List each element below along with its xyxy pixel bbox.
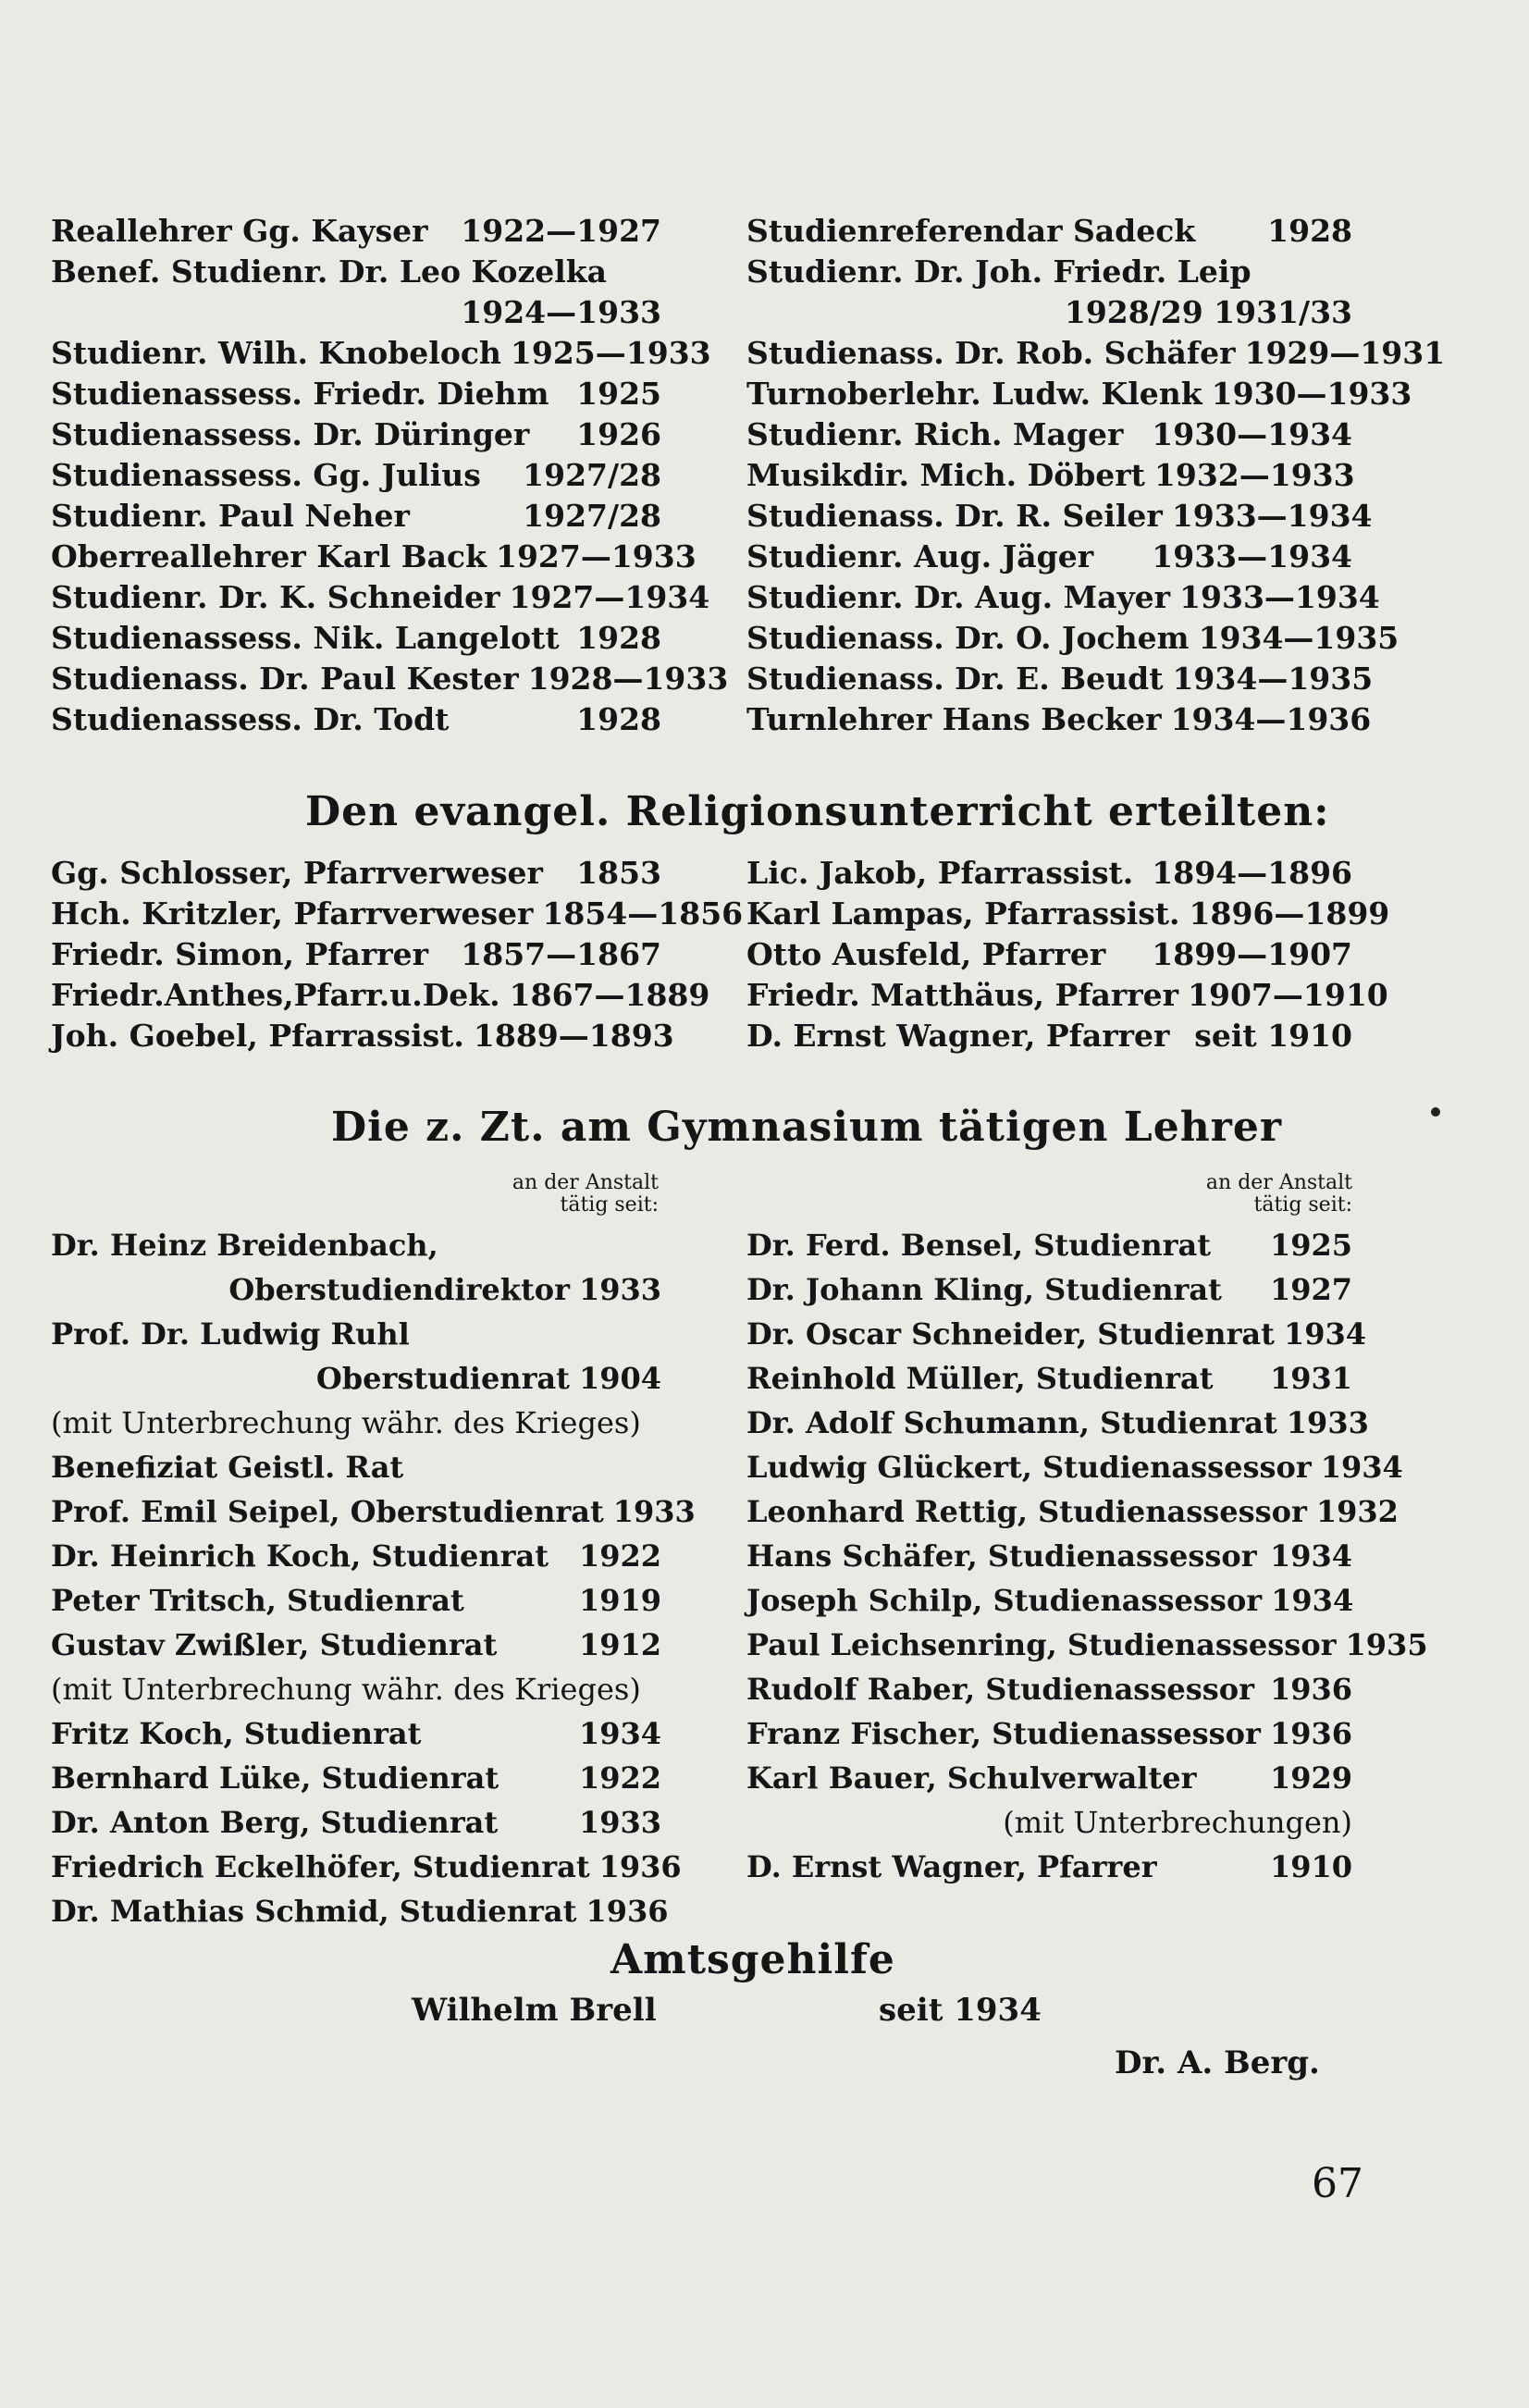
list-item (51, 1267, 661, 1312)
religion-teachers-left (51, 853, 744, 1056)
entry-years: 1933—1934 (1179, 579, 1380, 615)
entry-name: Joh. Goebel, Pfarrassist. (51, 1018, 464, 1054)
entry-years: 1928 (576, 620, 661, 656)
entry-name: Studienr. Rich. Mager (746, 416, 1124, 452)
list-item (51, 1623, 661, 1667)
entry-name: (mit Unterbrechungen) (1003, 1805, 1352, 1840)
entry-years: 1931 (1269, 1361, 1352, 1396)
list-item (51, 894, 744, 934)
list-item (51, 699, 661, 740)
list-item (746, 618, 1400, 659)
list-item (746, 659, 1374, 699)
entry-name: Joseph Schilp, Studienassessor (746, 1583, 1263, 1618)
entry-name: Dr. Johann Kling, Studienrat (746, 1272, 1222, 1307)
entry-name: Oberstudienrat (315, 1361, 570, 1396)
list-item (746, 1756, 1352, 1800)
entry-years: 1927—1933 (496, 538, 697, 574)
list-item (746, 496, 1373, 537)
entry-name: Studienassess. Dr. Todt (51, 701, 450, 737)
entry-years: 1927/28 (523, 498, 661, 534)
entry-years: 1934—1935 (1172, 661, 1374, 697)
entry-name: Dr. Heinz Breidenbach, (51, 1228, 438, 1263)
current-teachers-left (51, 1223, 696, 1933)
entry-name: (mit Unterbrechung währ. des Krieges) (51, 1672, 641, 1707)
list-item (51, 975, 710, 1016)
entry-name: Bernhard Lüke, Studienrat (51, 1760, 499, 1796)
list-item (51, 414, 661, 455)
entry-name: Studienr. Dr. Aug. Mayer (746, 579, 1171, 615)
entry-years: 1934 (1320, 1450, 1403, 1485)
entry-name: Prof. Emil Seipel, Oberstudienrat (51, 1494, 604, 1529)
entry-years: 1889—1893 (473, 1018, 674, 1054)
list-item (51, 496, 661, 537)
entry-name: Dr. Anton Berg, Studienrat (51, 1805, 499, 1840)
entry-years: 1899—1907 (1152, 936, 1352, 972)
list-item (746, 252, 1352, 292)
list-item (51, 455, 661, 496)
entry-years: 1927/28 (523, 457, 661, 493)
list-item (746, 577, 1380, 618)
list-item (746, 934, 1352, 975)
entry-name: Friedrich Eckelhöfer, Studienrat (51, 1849, 590, 1884)
list-item (51, 1312, 661, 1356)
list-item (51, 577, 710, 618)
list-item (51, 1711, 661, 1756)
current-teachers-right (746, 1223, 1428, 1889)
entry-years: 1922 (578, 1538, 661, 1574)
entry-years: 1922—1927 (461, 213, 661, 249)
entry-years: 1928 (576, 701, 661, 737)
entry-years: 1929—1931 (1244, 335, 1446, 371)
amtsgehilfe-since: seit 1934 (879, 1992, 1042, 2029)
entry-years: 1907—1910 (1188, 977, 1388, 1013)
list-item (746, 1223, 1352, 1267)
list-item (746, 455, 1355, 496)
amtsgehilfe-heading: Amtsgehilfe (610, 1936, 895, 1983)
entry-name: Oberreallehrer Karl Back (51, 538, 487, 574)
list-item (51, 333, 711, 374)
entry-name: Oberstudiendirektor (228, 1272, 570, 1307)
entry-years: 1932—1933 (1153, 457, 1355, 493)
entry-name: Studienreferendar Sadeck (746, 213, 1196, 249)
list-item (51, 1445, 661, 1489)
entry-years: 1925—1933 (510, 335, 711, 371)
entry-name: Dr. Heinrich Koch, Studienrat (51, 1538, 549, 1574)
entry-years: 1936 (1269, 1672, 1352, 1707)
entry-years: 1932 (1315, 1494, 1399, 1529)
list-item (51, 1401, 661, 1445)
entry-name: Friedr. Matthäus, Pfarrer (746, 977, 1179, 1013)
list-item (746, 1401, 1369, 1445)
list-item (746, 1489, 1399, 1534)
list-item (746, 1016, 1352, 1056)
list-item (746, 1312, 1366, 1356)
list-item (746, 699, 1372, 740)
entry-years: 1934 (578, 1716, 661, 1751)
entry-name: Reinhold Müller, Studienrat (746, 1361, 1214, 1396)
amtsgehilfe-name: Wilhelm Brell (412, 1992, 657, 2029)
entry-name: Friedr.Anthes,Pfarr.u.Dek. (51, 977, 500, 1013)
entry-name: Studienassess. Friedr. Diehm (51, 376, 549, 412)
list-item (51, 1578, 661, 1623)
entry-name: Benefiziat Geistl. Rat (51, 1450, 404, 1485)
list-item (746, 333, 1446, 374)
page-number: 67 (1312, 2160, 1363, 2207)
current-teachers-heading: Die z. Zt. am Gymnasium tätigen Lehrer (331, 1104, 1283, 1151)
entry-name: Turnoberlehr. Ludw. Klenk (746, 376, 1202, 412)
entry-years: 1936 (586, 1894, 669, 1929)
entry-name: Peter Tritsch, Studienrat (51, 1583, 464, 1618)
list-item (51, 1756, 661, 1800)
list-item (51, 1356, 661, 1401)
entry-name: Leonhard Rettig, Studienassessor (746, 1494, 1307, 1529)
entry-years: 1930—1933 (1211, 376, 1412, 412)
list-item (746, 1623, 1428, 1667)
list-item (51, 1889, 669, 1933)
entry-name: Turnlehrer Hans Becker (746, 701, 1162, 737)
column-header-left (444, 1172, 659, 1216)
religion-teachers-right (746, 853, 1390, 1056)
entry-years: 1867—1889 (509, 977, 710, 1013)
entry-years: 1896—1899 (1189, 895, 1390, 932)
list-item (51, 618, 661, 659)
list-item (51, 1667, 661, 1711)
entry-name: Benef. Studienr. Dr. Leo Kozelka (51, 253, 608, 290)
list-item (746, 211, 1352, 252)
entry-name: Karl Lampas, Pfarrassist. (746, 895, 1180, 932)
entry-years: 1934 (1269, 1538, 1352, 1574)
list-item (51, 374, 661, 414)
former-teachers-left (51, 211, 729, 740)
entry-years: 1933 (578, 1805, 661, 1840)
list-item (51, 1223, 661, 1267)
list-item (746, 1445, 1403, 1489)
list-item (746, 975, 1388, 1016)
entry-name: Hch. Kritzler, Pfarrverweser (51, 895, 534, 932)
entry-years: 1936 (1269, 1716, 1352, 1751)
entry-name: Fritz Koch, Studienrat (51, 1716, 422, 1751)
entry-name: D. Ernst Wagner, Pfarrer (746, 1849, 1157, 1884)
list-item (746, 1267, 1352, 1312)
list-item (51, 1800, 661, 1845)
entry-years: 1926 (576, 416, 661, 452)
list-item (51, 1534, 661, 1578)
entry-years: 1934 (1271, 1583, 1354, 1618)
list-item (746, 292, 1352, 333)
entry-name: Ludwig Glückert, Studienassessor (746, 1450, 1312, 1485)
entry-years: 1934 (1283, 1316, 1366, 1352)
column-header-left-line1: an der Anstalt (512, 1171, 659, 1194)
entry-name: (mit Unterbrechung währ. des Krieges) (51, 1405, 641, 1440)
entry-years: 1933—1934 (1171, 498, 1373, 534)
list-item (51, 211, 661, 252)
entry-years: 1928/29 1931/33 (1064, 294, 1352, 330)
entry-years: 1936 (598, 1849, 682, 1884)
list-item (51, 292, 661, 333)
margin-dot (1431, 1107, 1440, 1117)
entry-name: Studienr. Dr. K. Schneider (51, 579, 500, 615)
entry-years: 1934—1936 (1170, 701, 1372, 737)
entry-years: 1930—1934 (1152, 416, 1352, 452)
list-item (746, 537, 1352, 577)
entry-years: 1904 (578, 1361, 661, 1396)
entry-years: 1910 (1269, 1849, 1352, 1884)
entry-name: Studienassess. Dr. Düringer (51, 416, 530, 452)
entry-name: Studienass. Dr. Paul Kester (51, 661, 519, 697)
former-teachers-right (746, 211, 1446, 740)
entry-name: Lic. Jakob, Pfarrassist. (746, 855, 1134, 891)
entry-years: 1894—1896 (1152, 855, 1352, 891)
entry-name: Dr. Adolf Schumann, Studienrat (746, 1405, 1277, 1440)
list-item (51, 934, 661, 975)
entry-years: 1857—1867 (461, 936, 661, 972)
entry-years: 1933 (578, 1272, 661, 1307)
entry-name: Studienr. Wilh. Knobeloch (51, 335, 501, 371)
column-header-right (1138, 1172, 1352, 1216)
entry-name: Hans Schäfer, Studienassessor (746, 1538, 1257, 1574)
entry-name: Studienr. Dr. Joh. Friedr. Leip (746, 253, 1252, 290)
entry-years: 1928 (1267, 213, 1352, 249)
entry-name: Studienass. Dr. E. Beudt (746, 661, 1164, 697)
entry-years: 1922 (578, 1760, 661, 1796)
entry-name: Franz Fischer, Studienassessor (746, 1716, 1261, 1751)
entry-years: 1925 (1269, 1228, 1352, 1263)
signature: Dr. A. Berg. (1115, 2044, 1320, 2081)
entry-years: seit 1910 (1194, 1018, 1352, 1054)
entry-name: Studienr. Aug. Jäger (746, 538, 1094, 574)
entry-years: 1933 (612, 1494, 696, 1529)
entry-years: 1919 (578, 1583, 661, 1618)
entry-years: 1853 (576, 855, 661, 891)
entry-years: 1925 (576, 376, 661, 412)
entry-name: Dr. Mathias Schmid, Studienrat (51, 1894, 577, 1929)
column-header-left-line2: tätig seit: (560, 1193, 659, 1216)
list-item (51, 1489, 696, 1534)
list-item (746, 1800, 1352, 1845)
religion-heading: Den evangel. Religionsunterricht erteilten: (305, 788, 1330, 835)
entry-name: Dr. Oscar Schneider, Studienrat (746, 1316, 1275, 1352)
entry-years: 1924—1933 (461, 294, 661, 330)
list-item (51, 659, 729, 699)
entry-name: Prof. Dr. Ludwig Ruhl (51, 1316, 410, 1352)
list-item (746, 894, 1390, 934)
entry-name: Studienassess. Nik. Langelott (51, 620, 560, 656)
entry-years: 1927 (1269, 1272, 1352, 1307)
list-item (51, 1016, 674, 1056)
list-item (51, 537, 697, 577)
entry-name: Otto Ausfeld, Pfarrer (746, 936, 1106, 972)
list-item (746, 1578, 1352, 1623)
entry-years: 1928—1933 (527, 661, 729, 697)
list-item (746, 1711, 1352, 1756)
entry-name: Studienr. Paul Neher (51, 498, 410, 534)
entry-name: Friedr. Simon, Pfarrer (51, 936, 428, 972)
entry-years: 1912 (578, 1627, 661, 1662)
entry-name: Gg. Schlosser, Pfarrverweser (51, 855, 543, 891)
entry-name: Reallehrer Gg. Kayser (51, 213, 428, 249)
column-header-right-line2: tätig seit: (1253, 1193, 1352, 1216)
list-item (746, 1845, 1352, 1889)
entry-years: 1927—1934 (509, 579, 710, 615)
entry-name: Studienass. Dr. O. Jochem (746, 620, 1190, 656)
list-item (746, 1534, 1352, 1578)
list-item (746, 414, 1352, 455)
column-header-right-line1: an der Anstalt (1205, 1171, 1352, 1194)
entry-name: Paul Leichsenring, Studienassessor (746, 1627, 1337, 1662)
list-item (746, 853, 1352, 894)
list-item (746, 1667, 1352, 1711)
entry-name: Studienass. Dr. Rob. Schäfer (746, 335, 1236, 371)
entry-name: Gustav Zwißler, Studienrat (51, 1627, 498, 1662)
list-item (746, 1356, 1352, 1401)
entry-name: Rudolf Raber, Studienassessor (746, 1672, 1254, 1707)
entry-name: Karl Bauer, Schulverwalter (746, 1760, 1197, 1796)
entry-name: Musikdir. Mich. Döbert (746, 457, 1145, 493)
list-item (51, 252, 661, 292)
list-item (51, 853, 661, 894)
entry-years: 1929 (1269, 1760, 1352, 1796)
entry-years: 1854—1856 (542, 895, 744, 932)
entry-years: 1934—1935 (1198, 620, 1400, 656)
entry-years: 1933 (1286, 1405, 1369, 1440)
entry-name: D. Ernst Wagner, Pfarrer (746, 1018, 1170, 1054)
list-item (51, 1845, 682, 1889)
entry-name: Studienassess. Gg. Julius (51, 457, 481, 493)
entry-name: Studienass. Dr. R. Seiler (746, 498, 1163, 534)
list-item (746, 374, 1412, 414)
entry-name: Dr. Ferd. Bensel, Studienrat (746, 1228, 1211, 1263)
entry-years: 1935 (1345, 1627, 1428, 1662)
entry-years: 1933—1934 (1152, 538, 1352, 574)
